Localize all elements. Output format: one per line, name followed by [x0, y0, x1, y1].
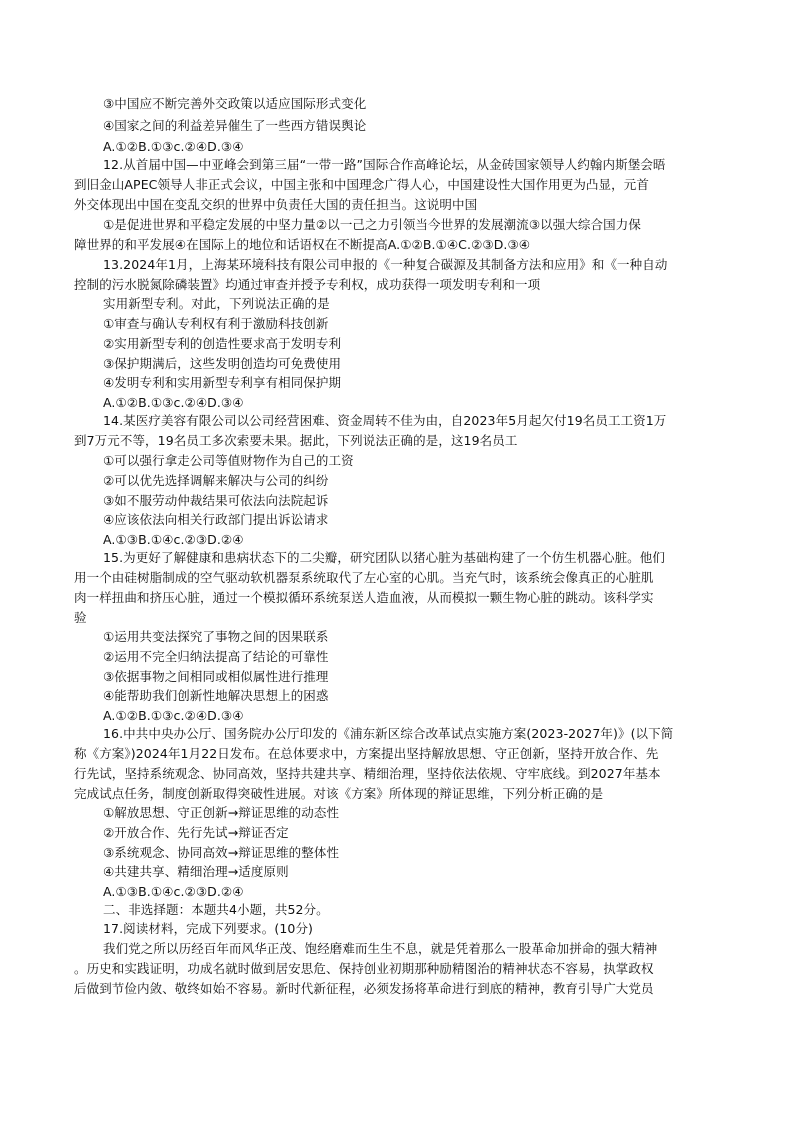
section-heading: 二、非选择题：本题共4小题，共52分。: [103, 902, 329, 917]
answer-choices: A.①③B.①④c.②③D.②④: [103, 884, 244, 899]
option-line: ②开放合作、先行先试→辩证否定: [103, 825, 289, 840]
question-15-text: 用一个由硅树脂制成的空气驱动软机器泵系统取代了左心室的心肌。当充气时，该系统会像真正的心脏肌: [74, 570, 654, 585]
option-line: ④能帮助我们创新性地解决思想上的困惑: [103, 688, 329, 703]
question-16-text: 称《方案》)2024年1月22日发布。在总体要求中，方案提出坚持解放思想、守正创新，坚持开放合作、先: [74, 746, 659, 761]
answer-choices: A.①②B.①③c.②④D.③④: [103, 139, 244, 154]
material-paragraph: 。历史和实践证明，功成名就时做到居安思危、保持创业初期那种励精图治的精神状态不容易，执掌政权: [74, 961, 654, 976]
question-12-text: 外交体现出中国在变乱交织的世界中负责任大国的责任担当。这说明中国: [74, 197, 478, 212]
option-line: ③系统观念、协同高效→辩证思维的整体性: [103, 845, 340, 860]
option-line: ③中国应不断完善外交政策以适应国际形式变化: [103, 96, 367, 111]
question-13-text: 13.2024年1月，上海某环境科技有限公司申报的《一种复合碳源及其制备方法和应用》和《一种自动: [103, 257, 668, 272]
option-line: ③依据事物之间相同或相似属性进行推理: [103, 669, 329, 684]
option-line: ④共建共享、精细治理→适度原则: [103, 864, 289, 879]
answer-choices: A.①③B.①④c.②③D.②④: [103, 532, 244, 547]
question-12-text: 到旧金山APEC领导人非正式会议，中国主张和中国理念广得人心，中国建设性大国作用更为凸显，元首: [74, 177, 649, 192]
answer-choices: A.①②B.①③c.②④D.③④: [103, 708, 244, 723]
question-12-options: ①是促进世界和平稳定发展的中坚力量②以一己之力引领当今世界的发展潮流③以强大综合国力保: [103, 217, 641, 232]
option-line: ④国家之间的利益差异催生了一些西方错误舆论: [103, 118, 367, 133]
option-line: ①运用共变法探究了事物之间的因果联系: [103, 629, 329, 644]
option-line: ①解放思想、守正创新→辩证思维的动态性: [103, 805, 340, 820]
question-15-text: 15.为更好了解健康和患病状态下的二尖瓣，研究团队以猪心脏为基础构建了一个仿生机器心脏。他们: [103, 550, 665, 565]
answer-choices: A.①②B.①③c.②④D.③④: [103, 395, 244, 410]
option-line: ④发明专利和实用新型专利享有相同保护期: [103, 375, 342, 390]
question-12-options: 障世界的和平发展④在国际上的地位和话语权在不断提高A.①②B.①④C.②③D.③④: [74, 237, 531, 252]
question-14-text: 到7万元不等，19名员工多次索要未果。据此，下列说法正确的是，这19名员工: [74, 433, 518, 448]
option-line: ③如不服劳动仲裁结果可依法向法院起诉: [103, 493, 329, 508]
question-12-text: 12.从首届中国—中亚峰会到第三届“一带一路”国际合作高峰论坛，从金砖国家领导人约翰内斯堡会晤: [103, 157, 666, 172]
option-line: ①审查与确认专利权有利于激励科技创新: [103, 316, 329, 331]
material-paragraph: 后做到节俭内敛、敬终如始不容易。新时代新征程，必须发扬将革命进行到底的精神，教育引导广大党员: [74, 981, 654, 996]
question-13-text: 控制的污水脱氮除磷装置》均通过审查并授予专利权，成功获得一项发明专利和一项: [74, 277, 541, 292]
question-17-text: 17.阅读材料，完成下列要求。(10分): [103, 921, 314, 936]
question-16-text: 行先试，坚持系统观念、协同高效，坚持共建共享、精细治理，坚持依法依规、守牢底线。到2027年基本: [74, 766, 661, 781]
option-line: ①可以强行拿走公司等值财物作为自己的工资: [103, 453, 354, 468]
question-16-text: 完成试点任务，制度创新取得突破性进展。对该《方案》所体现的辩证思维，下列分析正确的是: [74, 786, 604, 801]
question-16-text: 16.中共中央办公厅、国务院办公厅印发的《浦东新区综合改革试点实施方案(2023-2027年)》(以下简: [103, 726, 674, 741]
option-line: ②可以优先选择调解来解决与公司的纠纷: [103, 473, 329, 488]
material-paragraph: 我们党之所以历经百年而风华正茂、饱经磨难而生生不息，就是凭着那么一股革命加拼命的强大精神: [103, 941, 658, 956]
option-line: ②运用不完全归纳法提高了结论的可靠性: [103, 649, 329, 664]
question-15-text: 验: [74, 610, 87, 625]
option-line: ②实用新型专利的创造性要求高于发明专利: [103, 336, 342, 351]
question-13-text: 实用新型专利。对此，下列说法正确的是: [103, 296, 330, 311]
option-line: ③保护期满后，这些发明创造均可免费使用: [103, 356, 342, 371]
question-14-text: 14.某医疗美容有限公司以公司经营困难、资金周转不佳为由，自2023年5月起欠付19名员工工资1万: [103, 413, 667, 428]
option-line: ④应该依法向相关行政部门提出诉讼请求: [103, 512, 329, 527]
question-15-text: 肉一样扭曲和挤压心脏，通过一个模拟循环系统泵送人造血液，从而模拟一颗生物心脏的跳动。该科学实: [74, 590, 654, 605]
